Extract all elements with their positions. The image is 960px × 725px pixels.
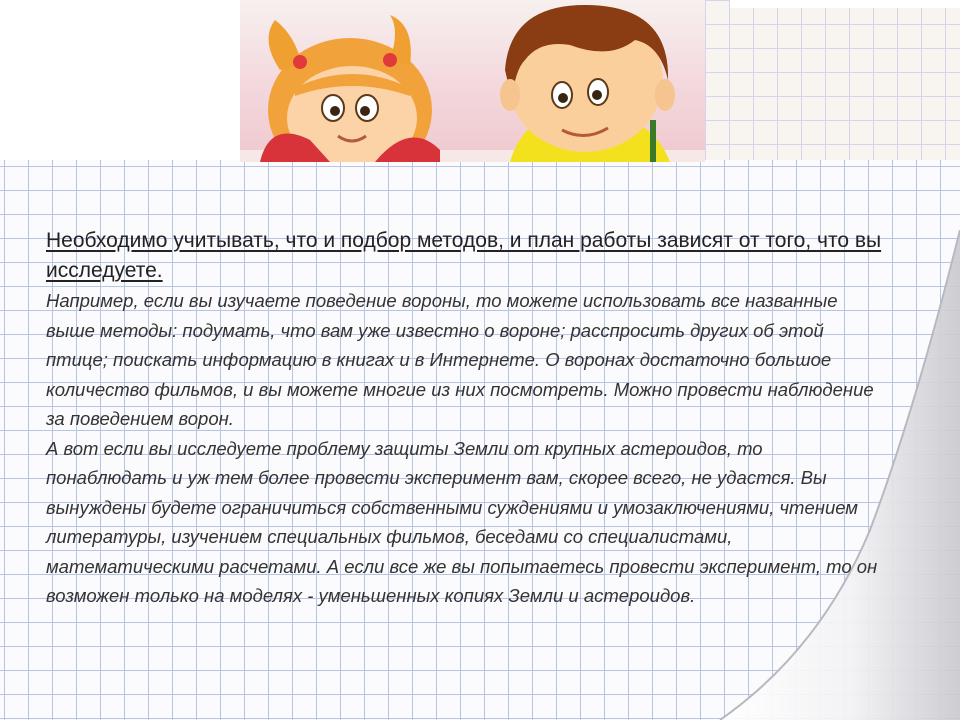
cartoon-children-illustration bbox=[240, 0, 705, 162]
children-illustration-banner bbox=[240, 0, 705, 162]
slide-text-block bbox=[46, 226, 886, 611]
slide-heading: Необходимо учитывать, что и подбор методов, и план работы зависят от того, что вы исследуете. bbox=[46, 229, 882, 282]
paragraph-asteroids: А вот если вы исследуете проблему защиты Земли от крупных астероидов, то понаблюдать и уж тем более провести эксперимент вам, скорее всего, не удастся. Вы вынуждены будете ограничиться собственными суждениями и умозаключениями, чтением литературы, изучением специальных фильмов, беседами со специалистами, математическими расчетами. А если все же вы попытаетесь провести эксперимент, то он возможен только на моделях - уменьшенных копиях Земли и астероидов. bbox=[46, 437, 878, 606]
paragraph-crows: Например, если вы изучаете поведение вороны, то можете использовать все названные выше методы: подумать, что вам уже известно о вороне; расспросить других об этой птице; поискать информацию в книгах и в Интернете. О воронах достаточно большое количество фильмов, и вы можете многие из них посмотреть. Можно провести наблюдение за поведением ворон. bbox=[46, 290, 874, 429]
top-left-blank bbox=[0, 0, 240, 160]
top-right-paper bbox=[705, 0, 960, 160]
